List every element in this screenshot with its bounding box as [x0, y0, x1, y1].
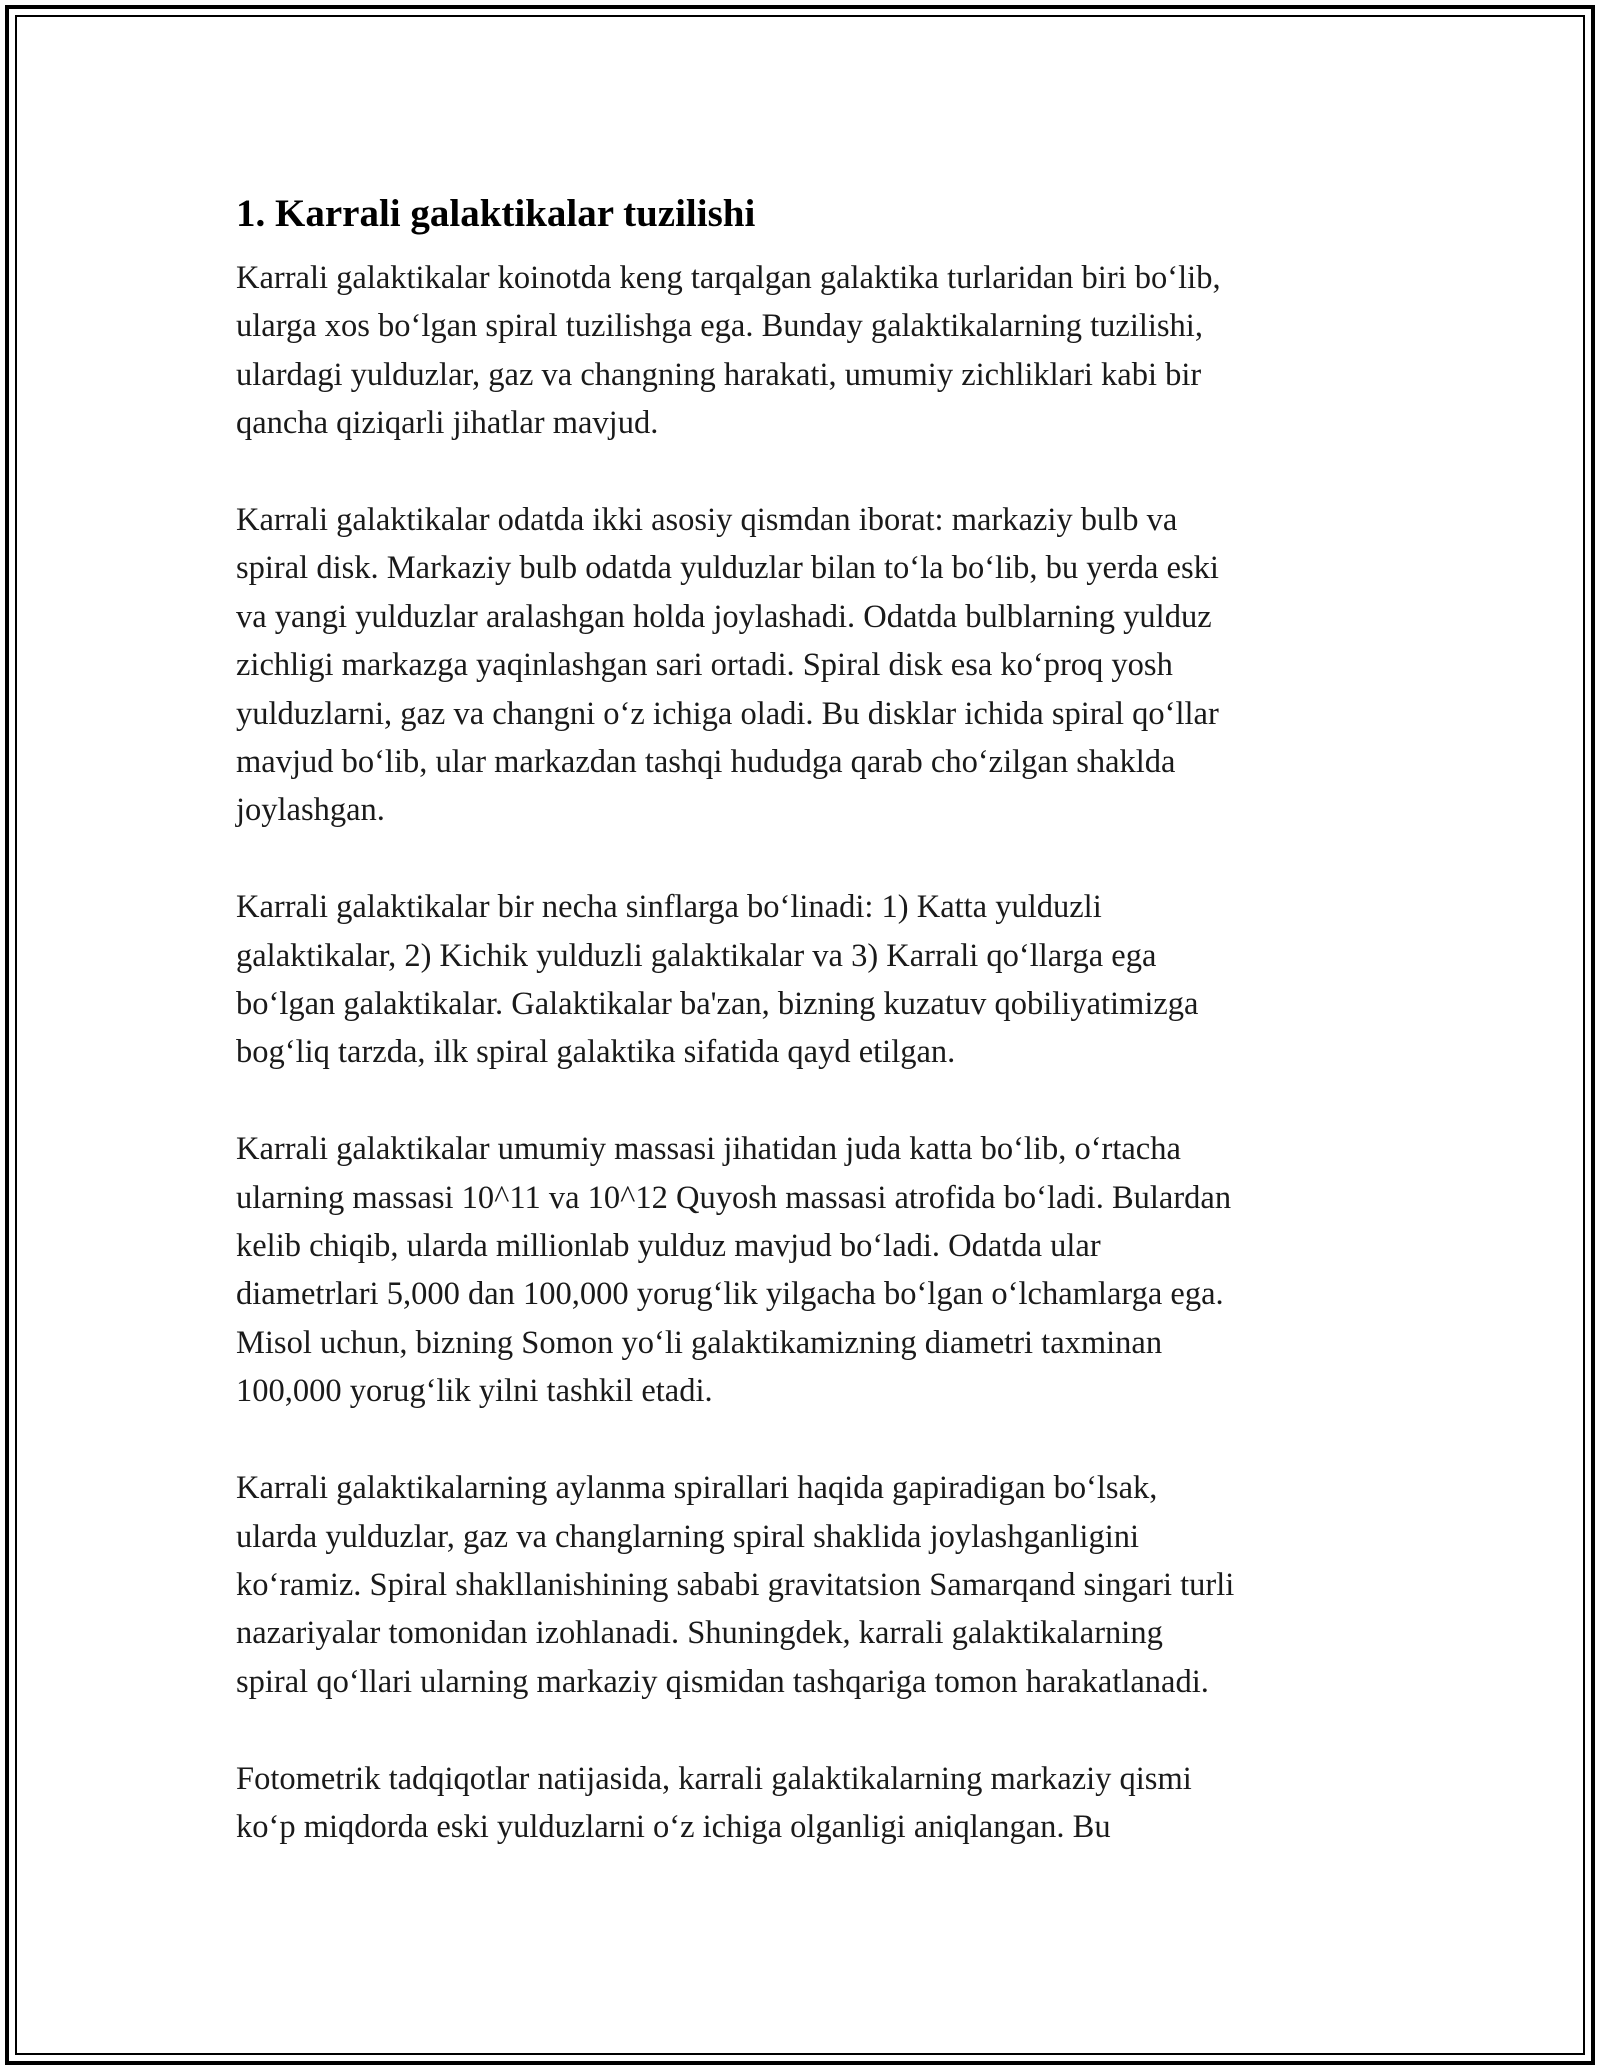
text-line: spiral disk. Markaziy bulb odatda yulduzlar bilan to‘la bo‘lib, bu yerda eski: [236, 550, 1219, 587]
text-line: ularga xos bo‘lgan spiral tuzilishga ega. Bunday galaktikalarning tuzilishi,: [236, 308, 1203, 345]
paragraph-4: [236, 1125, 1376, 1415]
paragraph-1: [236, 254, 1376, 448]
text-line: Misol uchun, bizning Somon yo‘li galaktikamizning diametri taxminan: [236, 1324, 1163, 1361]
text-line: Fotometrik tadqiqotlar natijasida, karrali galaktikalarning markaziy qismi: [236, 1760, 1192, 1797]
text-line: yulduzlarni, gaz va changni o‘z ichiga oladi. Bu disklar ichida spiral qo‘llar: [236, 695, 1219, 732]
paragraph-6: [236, 1755, 1376, 1852]
paragraph-5: [236, 1464, 1376, 1706]
text-line: joylashgan.: [236, 792, 385, 829]
text-line: 100,000 yorug‘lik yilni tashkil etadi.: [236, 1373, 713, 1410]
text-line: ko‘ramiz. Spiral shakllanishining sababi gravitatsion Samarqand singari turli: [236, 1566, 1235, 1603]
text-line: diametrlari 5,000 dan 100,000 yorug‘lik yilgacha bo‘lgan o‘lchamlarga ega.: [236, 1276, 1224, 1313]
text-line: va yangi yulduzlar aralashgan holda joylashadi. Odatda bulblarning yulduz: [236, 598, 1212, 635]
text-line: ko‘p miqdorda eski yulduzlarni o‘z ichiga olganligi aniqlangan. Bu: [236, 1808, 1111, 1845]
text-line: Karrali galaktikalar koinotda keng tarqalgan galaktika turlaridan biri bo‘lib,: [236, 260, 1221, 296]
text-line: bo‘lgan galaktikalar. Galaktikalar ba'zan, bizning kuzatuv qobiliyatimizga: [236, 986, 1199, 1023]
text-line: galaktikalar, 2) Kichik yulduzli galaktikalar va 3) Karrali qo‘llarga ega: [236, 937, 1157, 974]
text-line: zichligi markazga yaqinlashgan sari ortadi. Spiral disk esa ko‘proq yosh: [236, 647, 1173, 684]
text-line: Karrali galaktikalar bir necha sinflarga bo‘linadi: 1) Katta yulduzli: [236, 889, 1102, 926]
text-line: Karrali galaktikalar odatda ikki asosiy qismdan iborat: markaziy bulb va: [236, 502, 1178, 539]
text-line: qancha qiziqarli jihatlar mavjud.: [236, 405, 659, 442]
text-line: bog‘liq tarzda, ilk spiral galaktika sifatida qayd etilgan.: [236, 1034, 956, 1071]
text-line: ularda yulduzlar, gaz va changlarning spiral shaklida joylashganligini: [236, 1518, 1140, 1555]
paragraph-2: [236, 496, 1376, 835]
text-line: spiral qo‘llari ularning markaziy qismidan tashqariga tomon harakatlanadi.: [236, 1663, 1209, 1700]
text-line: ulardagi yulduzlar, gaz va changning harakati, umumiy zichliklari kabi bir: [236, 356, 1202, 393]
section-heading: 1. Karrali galaktikalar tuzilishi: [236, 192, 756, 235]
text-line: nazariyalar tomonidan izohlanadi. Shuningdek, karrali galaktikalarning: [236, 1615, 1163, 1652]
text-line: Karrali galaktikalar umumiy massasi jihatidan juda katta bo‘lib, o‘rtacha: [236, 1131, 1181, 1168]
paragraph-3: [236, 883, 1376, 1077]
text-line: kelib chiqib, ularda millionlab yulduz mavjud bo‘ladi. Odatda ular: [236, 1228, 1101, 1265]
text-line: mavjud bo‘lib, ular markazdan tashqi hududga qarab cho‘zilgan shaklda: [236, 744, 1176, 781]
text-line: Karrali galaktikalarning aylanma spirallari haqida gapiradigan bo‘lsak,: [236, 1470, 1158, 1507]
text-line: ularning massasi 10^11 va 10^12 Quyosh massasi atrofida bo‘ladi. Bulardan: [236, 1179, 1232, 1216]
document-page: [236, 186, 1376, 1900]
